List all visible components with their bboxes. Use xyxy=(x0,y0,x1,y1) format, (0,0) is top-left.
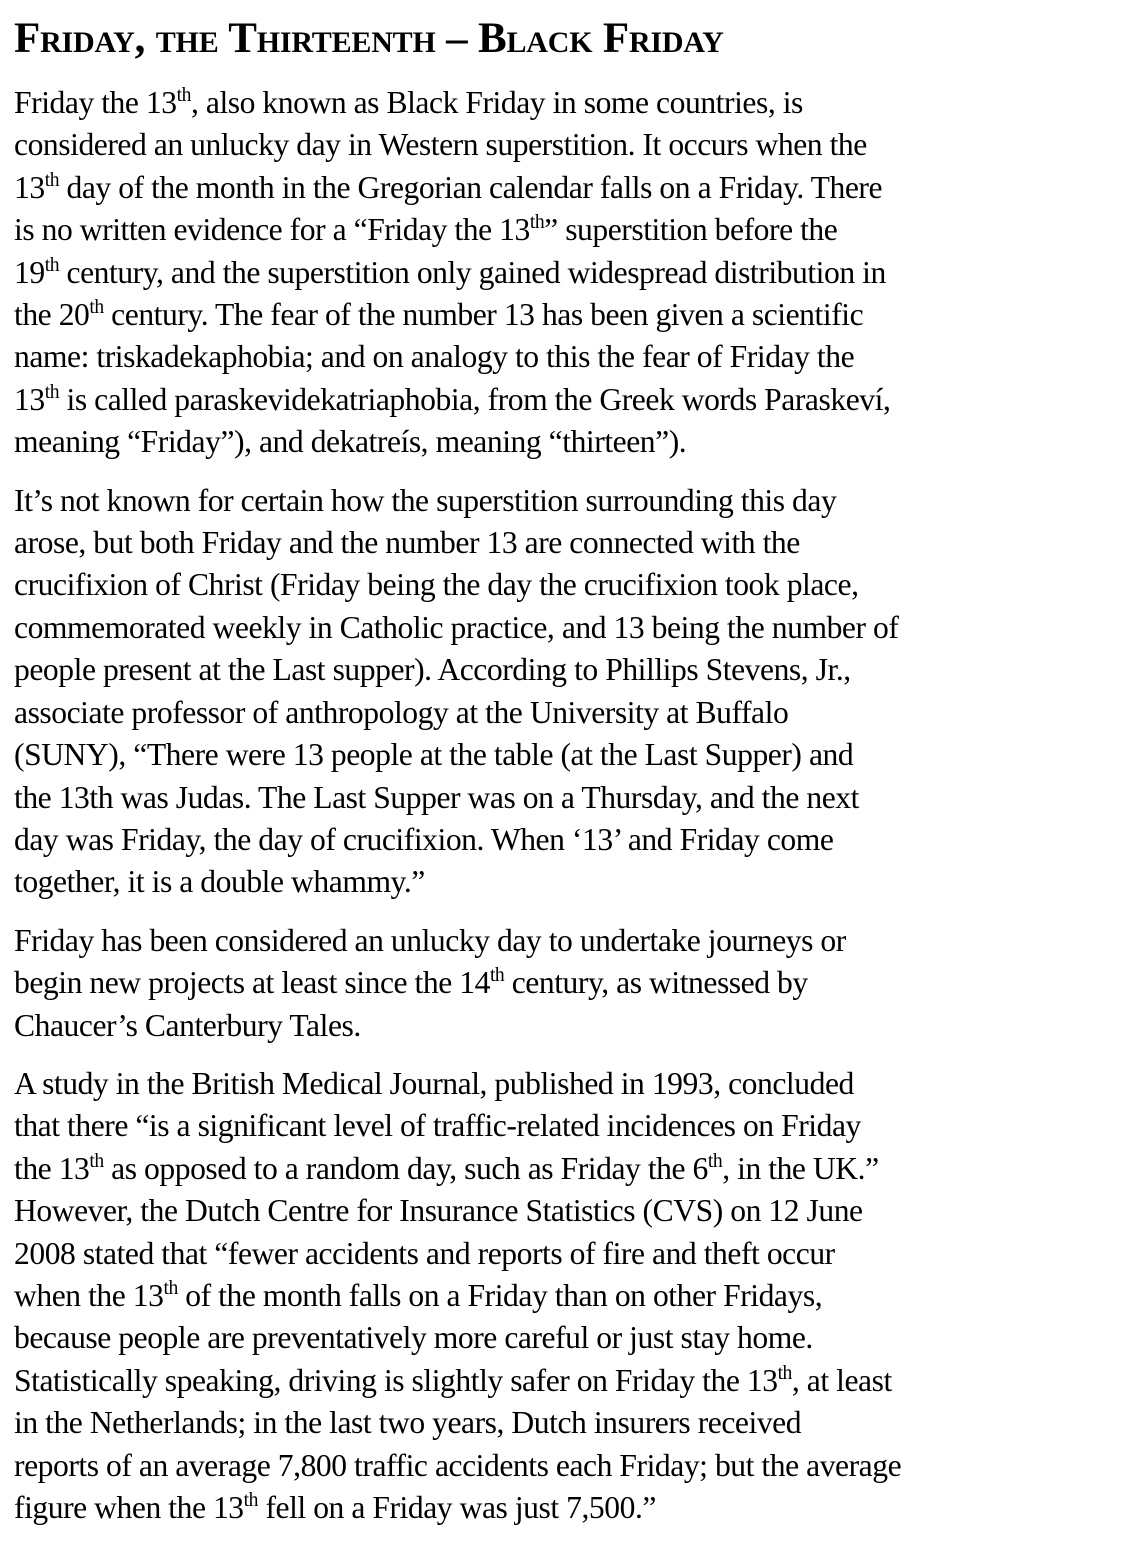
text-line: 19th century, and the superstition only gained widespread distribution in xyxy=(14,254,886,290)
ordinal-superscript: th xyxy=(89,296,104,318)
ordinal-superscript: th xyxy=(163,1277,178,1299)
text-line: Statistically speaking, driving is slightly safer on Friday the 13th, at least xyxy=(14,1362,892,1398)
paragraph-3 xyxy=(14,920,1130,1047)
text-line: figure when the 13th fell on a Friday was just 7,500.” xyxy=(14,1489,656,1525)
ordinal-superscript: th xyxy=(243,1489,258,1511)
text-line: the 13th as opposed to a random day, such as Friday the 6th, in the UK.” xyxy=(14,1150,879,1186)
paragraph-2 xyxy=(14,480,1130,904)
text-line: 13th is called paraskevidekatriaphobia, from the Greek words Paraskeví, xyxy=(14,381,891,417)
text-line: name: triskadekaphobia; and on analogy to this the fear of Friday the xyxy=(14,339,855,375)
ordinal-superscript: th xyxy=(44,169,60,191)
text-line: commemorated weekly in Catholic practice, and 13 being the number of xyxy=(14,609,899,645)
text-line: considered an unlucky day in Western superstition. It occurs when the xyxy=(14,127,867,163)
ordinal-superscript: th xyxy=(777,1362,792,1384)
paragraph-4 xyxy=(14,1063,1130,1529)
text-line: 13th day of the month in the Gregorian calendar falls on a Friday. There xyxy=(14,169,883,205)
text-line: crucifixion of Christ (Friday being the day the crucifixion took place, xyxy=(14,567,859,603)
ordinal-superscript: th xyxy=(89,1150,104,1172)
text-line: (SUNY), “There were 13 people at the table (at the Last Supper) and xyxy=(14,737,854,773)
document-body xyxy=(14,82,1130,1529)
text-line: meaning “Friday”), and dekatreís, meaning “thirteen”). xyxy=(14,424,687,460)
text-line: Chaucer’s Canterbury Tales. xyxy=(14,1007,361,1043)
text-line: in the Netherlands; in the last two years, Dutch insurers received xyxy=(14,1405,802,1441)
text-line: the 20th century. The fear of the number 13 has been given a scientific xyxy=(14,296,864,333)
text-line: begin new projects at least since the 14th century, as witnessed by xyxy=(14,964,808,1001)
text-line: 2008 stated that “fewer accidents and reports of fire and theft occur xyxy=(14,1235,835,1271)
text-line: because people are preventatively more careful or just stay home. xyxy=(14,1320,813,1356)
text-line: A study in the British Medical Journal, published in 1993, concluded xyxy=(14,1065,854,1101)
ordinal-superscript: th xyxy=(44,254,60,276)
text-line: is no written evidence for a “Friday the 13th” superstition before the xyxy=(14,212,838,248)
text-line: However, the Dutch Centre for Insurance Statistics (CVS) on 12 June xyxy=(14,1193,863,1229)
text-line: Friday has been considered an unlucky day to undertake journeys or xyxy=(14,922,846,958)
text-line: together, it is a double whammy.” xyxy=(14,864,425,900)
ordinal-superscript: th xyxy=(489,964,505,986)
text-line: the 13th was Judas. The Last Supper was on a Thursday, and the next xyxy=(14,779,859,815)
text-line: arose, but both Friday and the number 13 are connected with the xyxy=(14,525,800,561)
ordinal-superscript: th xyxy=(176,84,191,106)
text-line: reports of an average 7,800 traffic accidents each Friday; but the average xyxy=(14,1447,902,1483)
text-line: associate professor of anthropology at the University at Buffalo xyxy=(14,694,789,730)
text-line: Friday the 13th, also known as Black Friday in some countries, is xyxy=(14,84,803,120)
paragraph-1 xyxy=(14,82,1130,464)
text-line: people present at the Last supper). According to Phillips Stevens, Jr., xyxy=(14,652,851,688)
text-line: day was Friday, the day of crucifixion. When ‘13’ and Friday come xyxy=(14,821,834,857)
ordinal-superscript: th xyxy=(529,212,545,234)
ordinal-superscript: th xyxy=(44,381,60,403)
text-line: when the 13th of the month falls on a Friday than on other Fridays, xyxy=(14,1277,823,1313)
ordinal-superscript: th xyxy=(707,1150,723,1172)
text-line: that there “is a significant level of traffic-related incidences on Friday xyxy=(14,1108,861,1144)
document-title: Friday, the Thirteenth – Black Friday xyxy=(14,15,724,62)
text-line: It’s not known for certain how the superstition surrounding this day xyxy=(14,482,837,518)
